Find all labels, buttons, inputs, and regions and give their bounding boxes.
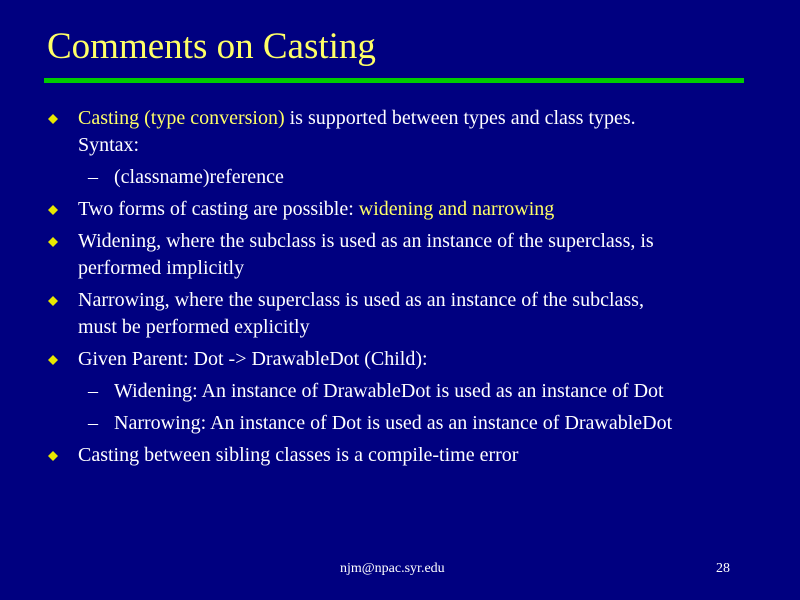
diamond-bullet-icon bbox=[48, 237, 58, 247]
bullet-casting-line2: Syntax: bbox=[78, 134, 140, 156]
dash-marker: – bbox=[88, 412, 98, 434]
slide-title: Comments on Casting bbox=[47, 26, 376, 67]
bullet-narrowing-line1: Narrowing, where the superclass is used as an instance of the subclass, bbox=[78, 289, 644, 311]
highlight-casting: Casting (type conversion) bbox=[78, 107, 285, 129]
bullet-narrowing-line2: must be performed explicitly bbox=[78, 316, 310, 338]
bullet-two-forms bbox=[78, 197, 554, 221]
diamond-bullet-icon bbox=[48, 355, 58, 365]
sub-item-narrowing: Narrowing: An instance of Dot is used as an instance of DrawableDot bbox=[114, 412, 673, 434]
dash-marker: – bbox=[88, 166, 98, 188]
bullet-casting-text: is supported between types and class types. bbox=[284, 107, 636, 129]
title-divider bbox=[44, 78, 744, 83]
diamond-bullet-icon bbox=[48, 114, 58, 124]
bullet-sibling-classes: Casting between sibling classes is a compile-time error bbox=[78, 444, 519, 466]
footer-email: njm@npac.syr.edu bbox=[340, 561, 445, 576]
bullet-casting-line1 bbox=[78, 106, 636, 130]
highlight-widening-narrowing: widening and narrowing bbox=[358, 198, 555, 220]
page-number: 28 bbox=[716, 561, 730, 576]
bullet-widening-line2: performed implicitly bbox=[78, 257, 245, 279]
bullet-given-parent: Given Parent: Dot -> DrawableDot (Child): bbox=[78, 348, 428, 370]
dash-marker: – bbox=[88, 380, 98, 402]
diamond-bullet-icon bbox=[48, 205, 58, 215]
bullet-widening-line1: Widening, where the subclass is used as an instance of the superclass, is bbox=[78, 230, 654, 252]
bullet-two-forms-text: Two forms of casting are possible: bbox=[78, 198, 359, 220]
sub-item-syntax: (classname)reference bbox=[114, 166, 284, 188]
diamond-bullet-icon bbox=[48, 296, 58, 306]
sub-item-widening: Widening: An instance of DrawableDot is used as an instance of Dot bbox=[114, 380, 664, 402]
diamond-bullet-icon bbox=[48, 451, 58, 461]
